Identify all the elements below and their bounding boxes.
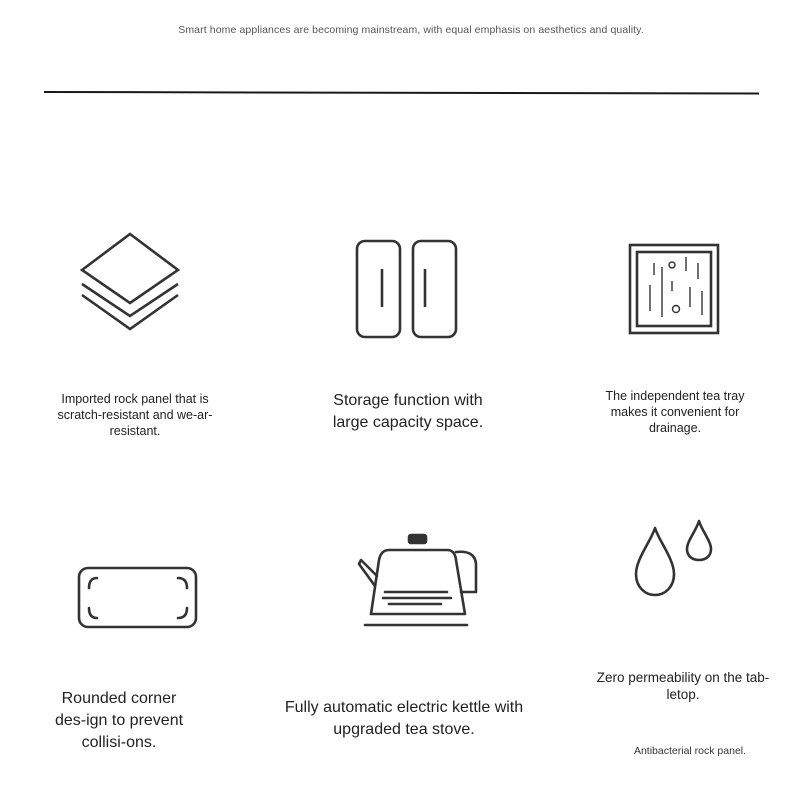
feature-text-rock-panel: Imported rock panel that is scratch-resistant and we-ar-resistant.	[57, 392, 213, 438]
feature-text-storage: Storage function with large capacity space.	[332, 392, 484, 431]
feature-text-kettle: Fully automatic electric kettle with upgraded tea stove.	[284, 699, 524, 738]
cabinet-doors-icon	[355, 239, 459, 339]
layers-icon	[78, 232, 182, 336]
feature-note-antibacterial: Antibacterial rock panel.	[633, 745, 747, 757]
feature-text-tea-tray: The independent tea tray makes it convenient for drainage.	[605, 389, 745, 435]
water-drops-icon	[633, 519, 715, 599]
feature-text-rounded-corner: Rounded corner des-ign to prevent collisi-ons.	[54, 690, 184, 751]
kettle-icon	[355, 534, 479, 628]
rounded-corner-icon	[77, 566, 199, 630]
header-tagline: Smart home appliances are becoming mainstream, with equal emphasis on aesthetics and quality.	[178, 24, 644, 36]
header-divider	[44, 91, 759, 94]
feature-text-zero-permeability: Zero permeability on the tab-letop.	[596, 670, 770, 702]
tea-tray-icon	[628, 243, 720, 335]
